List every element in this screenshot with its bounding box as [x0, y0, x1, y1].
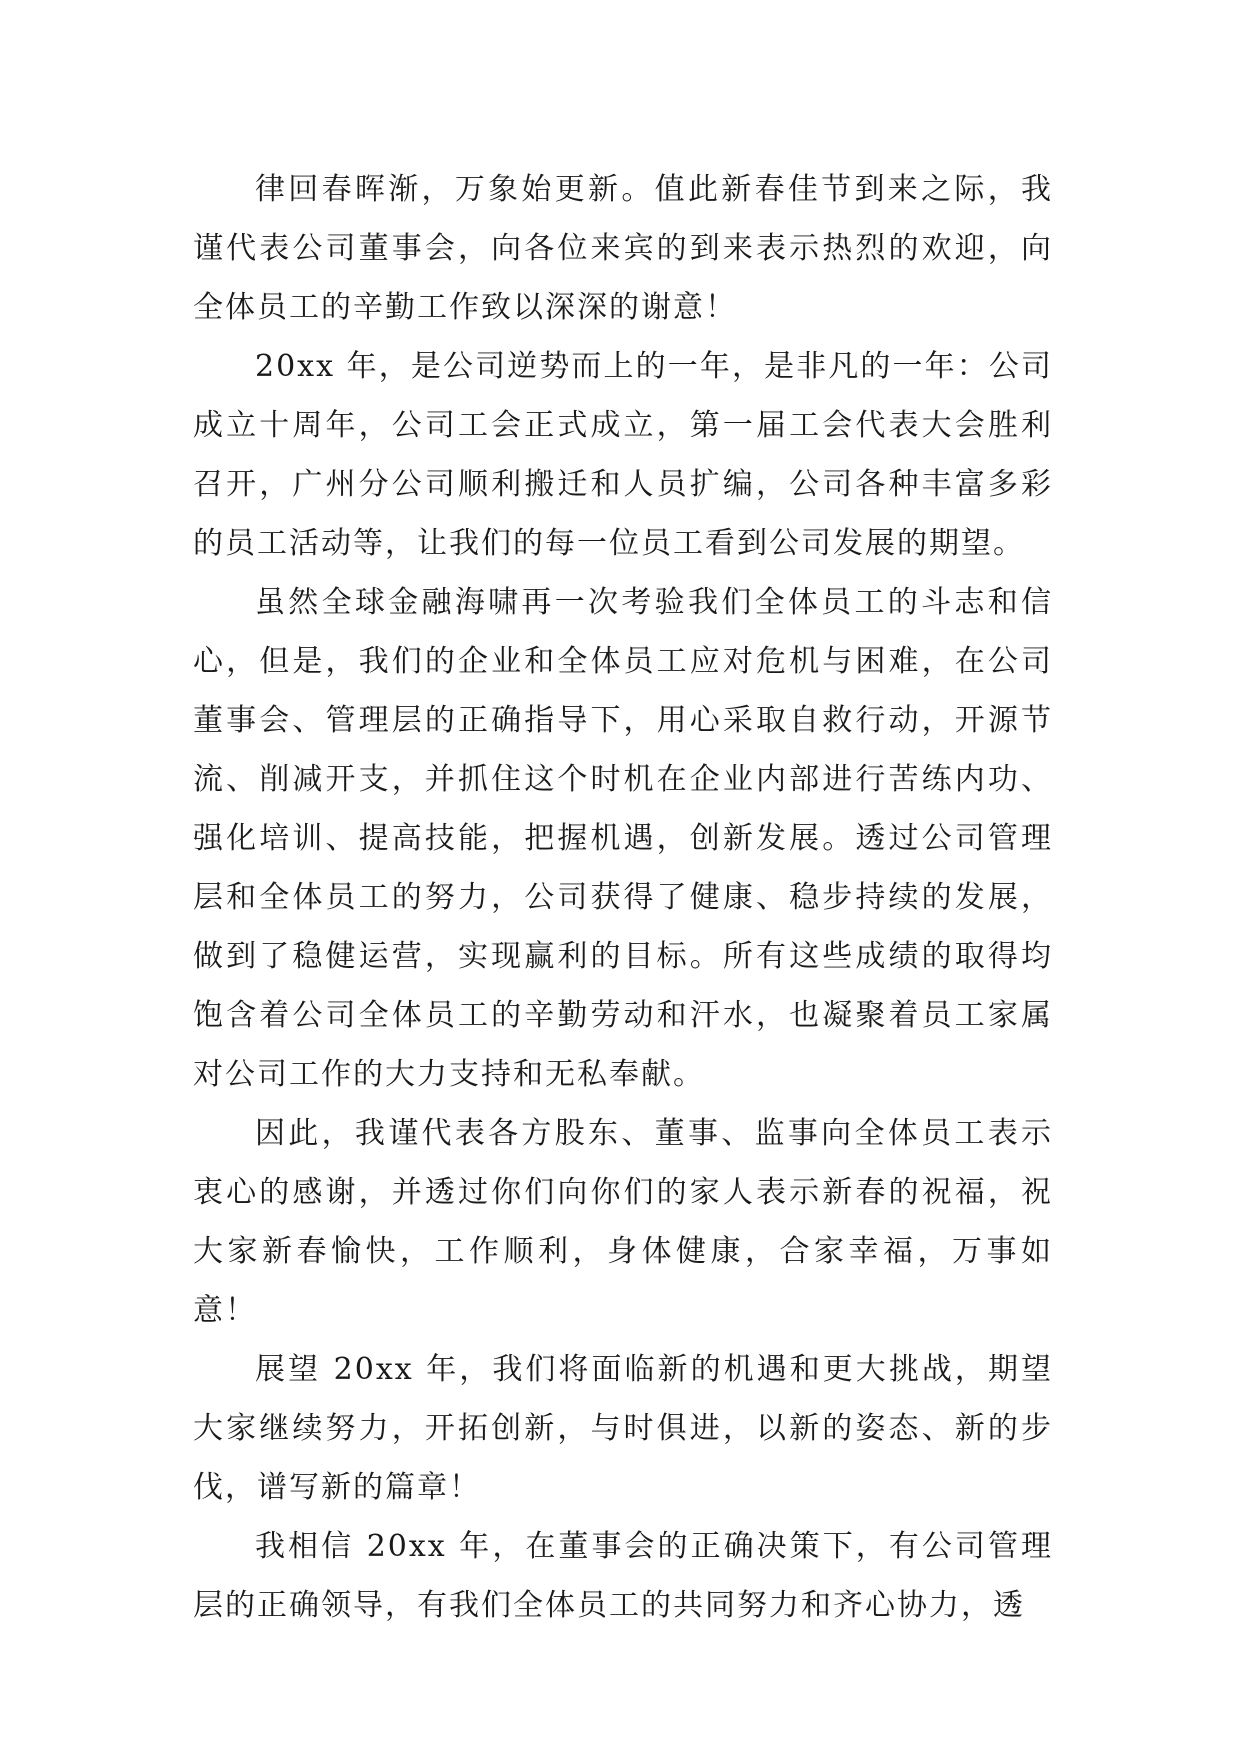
paragraph-3: 虽然全球金融海啸再一次考验我们全体员工的斗志和信心，但是，我们的企业和全体员工应对危机与困难，在公司董事会、管理层的正确指导下，用心采取自救行动，开源节流、削减开支，并抓住这个时机在企业内部进行苦练内功、强化培训、提高技能，把握机遇，创新发展。透过公司管理层和全体员工的努力，公司获得了健康、稳步持续的发展，做到了稳健运营，实现赢利的目标。所有这些成绩的取得均饱含着公司全体员工的辛勤劳动和汗水，也凝聚着员工家属对公司工作的大力支持和无私奉献。: [193, 585, 1053, 1092]
paragraph-6: 我相信 20xx 年，在董事会的正确决策下，有公司管理层的正确领导，有我们全体员工的共同努力和齐心协力，透: [193, 1529, 1053, 1623]
paragraph-5: 展望 20xx 年，我们将面临新的机遇和更大挑战，期望大家继续努力，开拓创新，与时俱进，以新的姿态、新的步伐，谱写新的篇章！: [193, 1352, 1053, 1505]
document-body: [193, 160, 1053, 1635]
paragraph-2: 20xx 年，是公司逆势而上的一年，是非凡的一年：公司成立十周年，公司工会正式成立，第一届工会代表大会胜利召开，广州分公司顺利搬迁和人员扩编，公司各种丰富多彩的员工活动等，让我们的每一位员工看到公司发展的期望。: [193, 349, 1053, 561]
paragraph-1: 律回春晖渐，万象始更新。值此新春佳节到来之际，我谨代表公司董事会，向各位来宾的到来表示热烈的欢迎，向全体员工的辛勤工作致以深深的谢意！: [193, 172, 1053, 325]
paragraph-4: 因此，我谨代表各方股东、董事、监事向全体员工表示衷心的感谢，并透过你们向你们的家人表示新春的祝福，祝大家新春愉快，工作顺利，身体健康，合家幸福，万事如意！: [193, 1116, 1053, 1328]
